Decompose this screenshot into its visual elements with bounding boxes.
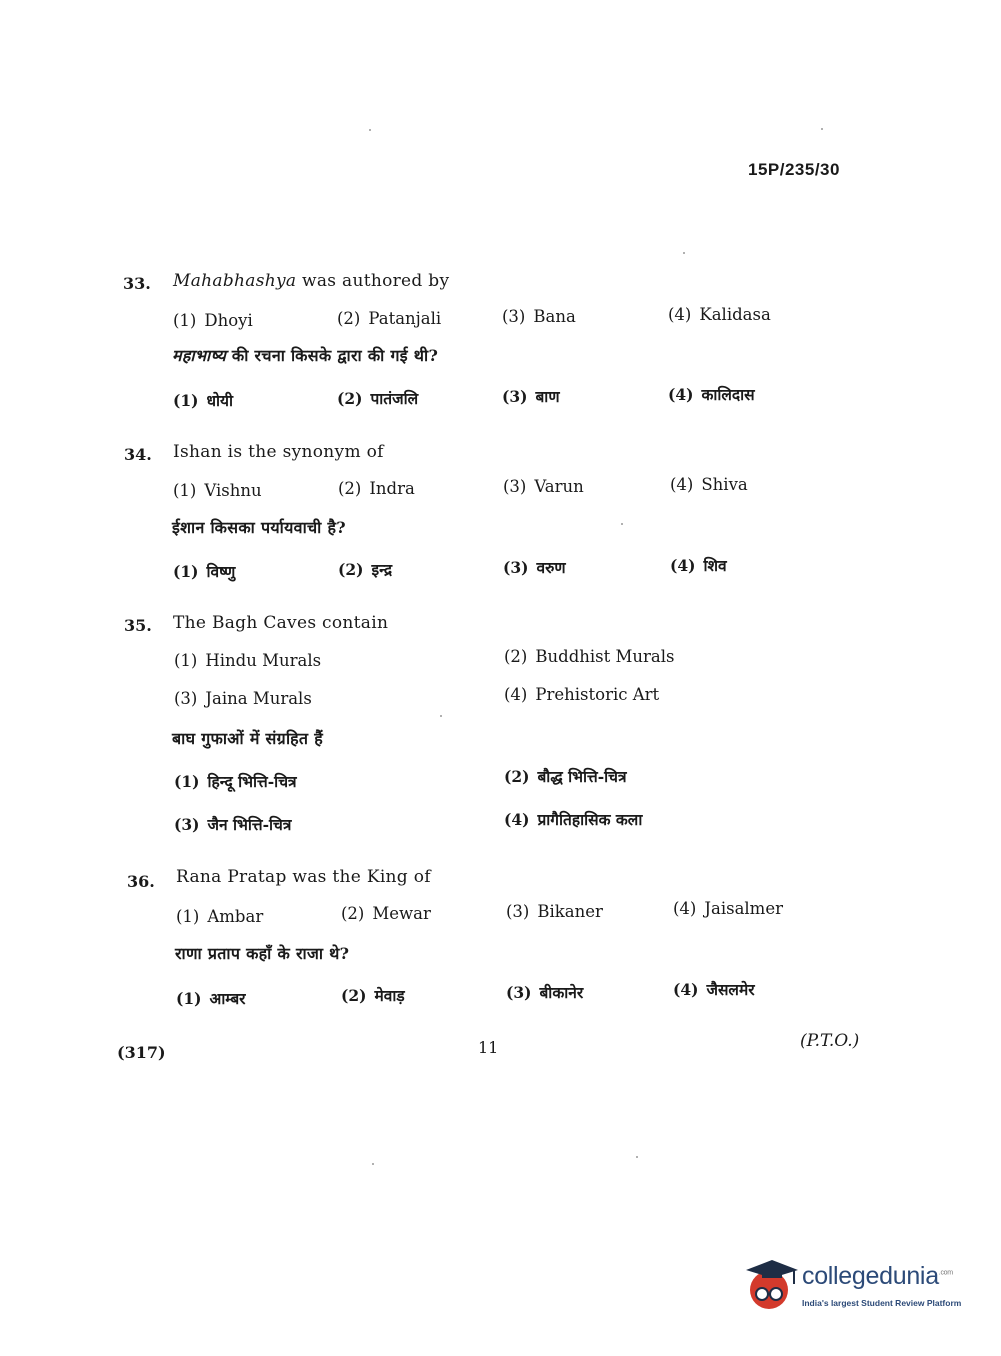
brand-name: collegedunia$^{.com}$ [802, 1262, 953, 1290]
option-hi: (3) वरुण [503, 558, 566, 577]
question-number: 36. [127, 872, 155, 891]
option-hi: (4) कालिदास [668, 385, 755, 404]
option-en: (3) Varun [503, 477, 584, 496]
option-en: (4) Shiva [670, 475, 748, 494]
question-text-emphasis: Mahabhashya [173, 271, 297, 291]
option-hi: (2) इन्द्र [338, 560, 393, 579]
option-en: (1) Dhoyi [173, 311, 253, 330]
option-hi: (2) मेवाड़ [341, 986, 405, 1005]
option-hi: (3) जैन भित्ति-चित्र [174, 815, 292, 834]
page-number: 11 [478, 1038, 499, 1057]
option-en: (1) Hindu Murals [174, 651, 322, 670]
question-text-en: Ishan is the synonym of [173, 442, 384, 462]
option-hi: (1) विष्णु [173, 562, 236, 581]
footer-code: (317) [117, 1043, 166, 1062]
question-text-hi: बाघ गुफाओं में संग्रहित हैं [172, 729, 324, 748]
option-hi: (3) बीकानेर [506, 983, 584, 1002]
option-hi: (4) प्रागैतिहासिक कला [504, 810, 643, 829]
question-text-hi: राणा प्रताप कहाँ के राजा थे? [175, 944, 350, 963]
option-en: (4) Jaisalmer [673, 899, 783, 918]
question-text-en: The Bagh Caves contain [173, 613, 389, 633]
option-en: (1) Vishnu [173, 481, 262, 500]
option-hi: (2) पातंजलि [337, 389, 419, 408]
option-hi: (1) धोयी [173, 391, 234, 410]
option-hi: (1) हिन्दू भित्ति-चित्र [174, 772, 297, 791]
option-en: (2) Mewar [341, 904, 431, 923]
question-text-en: Rana Pratap was the King of [176, 867, 431, 887]
question-text-hi: ईशान किसका पर्यायवाची है? [172, 518, 346, 537]
option-hi: (1) आम्बर [176, 989, 246, 1008]
option-en: (4) Prehistoric Art [504, 685, 660, 704]
question-text-hi: महाभाष्य की रचना किसके द्वारा की गई थी? [172, 346, 439, 365]
option-en: (3) Jaina Murals [174, 689, 312, 708]
option-en: (2) Patanjali [337, 309, 442, 328]
option-hi: (2) बौद्ध भित्ति-चित्र [504, 767, 627, 786]
question-text-en [173, 271, 449, 291]
option-en: (3) Bikaner [506, 902, 603, 921]
question-text-rest: was authored by [296, 271, 450, 291]
question-number: 35. [124, 616, 152, 635]
brand-tagline: India's largest Student Review Platform [802, 1298, 962, 1308]
option-en: (2) Buddhist Murals [504, 647, 675, 666]
option-en: (4) Kalidasa [668, 305, 771, 324]
option-en: (3) Bana [502, 307, 576, 326]
pto-label: (P.T.O.) [800, 1031, 860, 1051]
option-hi: (4) शिव [670, 556, 727, 575]
option-en: (2) Indra [338, 479, 415, 498]
paper-code: 15P/235/30 [748, 160, 840, 179]
mascot-icon [742, 1254, 802, 1316]
question-number: 34. [124, 445, 152, 464]
option-hi: (4) जैसलमेर [673, 980, 755, 999]
collegedunia-logo [742, 1250, 972, 1322]
option-en: (1) Ambar [176, 907, 264, 926]
question-number: 33. [123, 274, 151, 293]
option-hi: (3) बाण [502, 387, 560, 406]
